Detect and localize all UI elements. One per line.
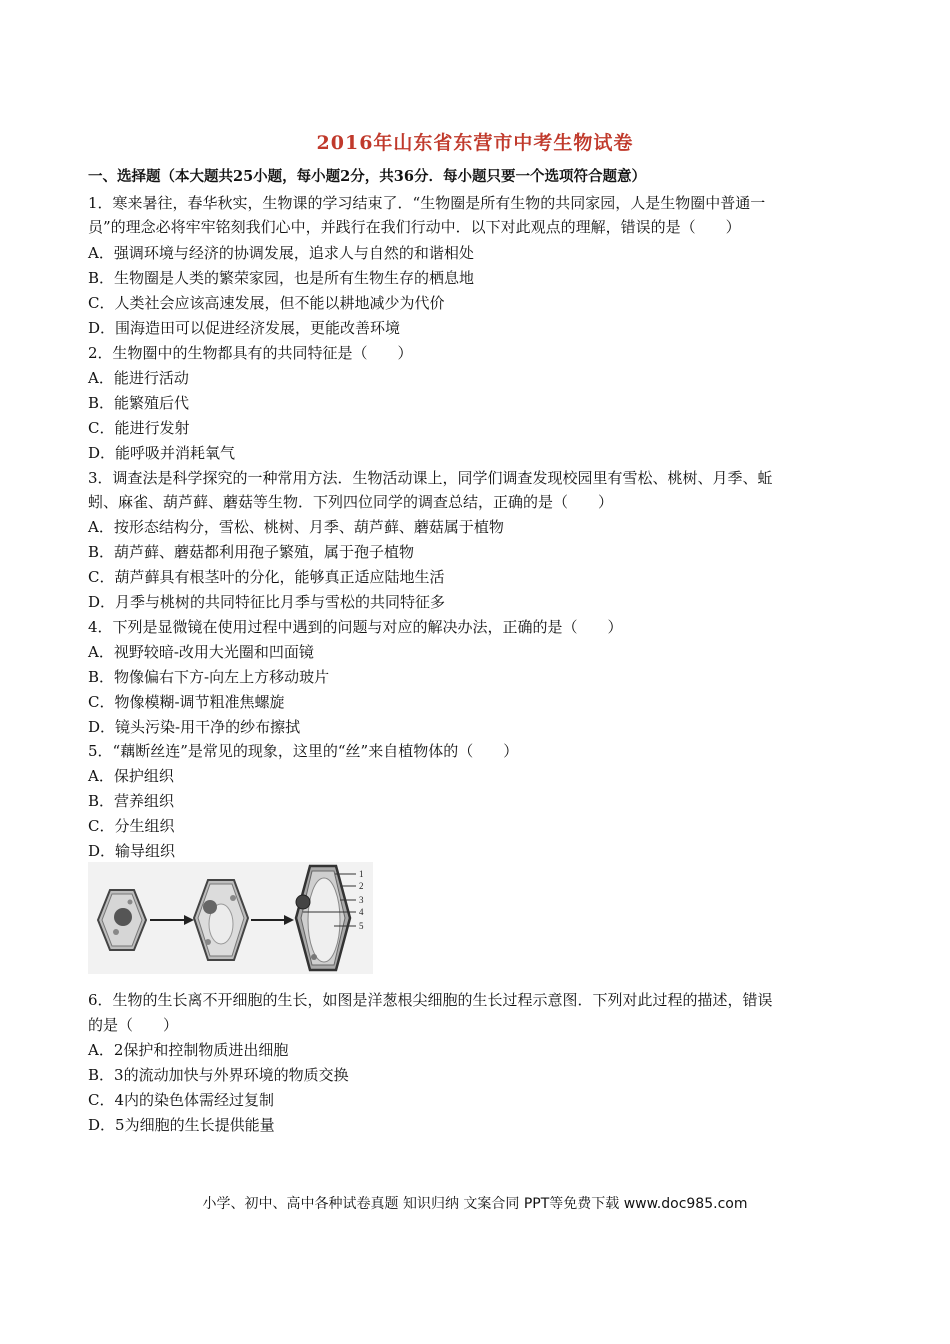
q2-option-a: A．能进行活动 [88, 369, 189, 387]
q2-stem: 2．生物圈中的生物都具有的共同特征是（ ） [88, 344, 413, 362]
q5-option-a: A．保护组织 [88, 767, 174, 785]
q6-option-b: B．3的流动加快与外界环境的物质交换 [88, 1066, 349, 1084]
q6-stem-line1: 6．生物的生长离不开细胞的生长，如图是洋葱根尖细胞的生长过程示意图．下列对此过程的描述，错误 [88, 991, 773, 1009]
section-heading: 一、选择题（本大题共25小题，每小题2分，共36分．每小题只要一个选项符合题意） [88, 168, 646, 185]
q5-option-c: C．分生组织 [88, 817, 175, 835]
large-cell-vacuole [308, 878, 340, 962]
q4-option-d: D．镜头污染-用干净的纱布擦拭 [88, 718, 301, 736]
q2-option-b: B．能繁殖后代 [88, 394, 190, 412]
q3-stem-line2: 蚓、麻雀、葫芦藓、蘑菇等生物．下列四位同学的调查总结，正确的是（ ） [88, 493, 614, 511]
q4-option-a: A．视野较暗-改用大光圈和凹面镜 [88, 643, 314, 661]
figure-label-5: 5 [359, 921, 364, 931]
q1-option-c: C．人类社会应该高速发展，但不能以耕地减少为代价 [88, 294, 445, 312]
q1-option-b: B．生物圈是人类的繁荣家园，也是所有生物生存的栖息地 [88, 269, 475, 287]
q6-stem-line2: 的是（ ） [88, 1016, 179, 1034]
q1-option-d: D．围海造田可以促进经济发展，更能改善环境 [88, 319, 401, 337]
q3-option-a: A．按形态结构分，雪松、桃树、月季、葫芦藓、蘑菇属于植物 [88, 518, 504, 536]
figure-label-3: 3 [359, 895, 364, 905]
q3-option-d: D．月季与桃树的共同特征比月季与雪松的共同特征多 [88, 593, 446, 611]
figure-label-2: 2 [359, 881, 364, 891]
footer-note: 小学、初中、高中各种试卷真题 知识归纳 文案合同 PPT等免费下载 www.doc985.com [202, 1196, 748, 1212]
small-cell-nucleus [114, 908, 132, 926]
q4-stem: 4．下列是显微镜在使用过程中遇到的问题与对应的解决办法，正确的是（ ） [88, 618, 623, 636]
figure-label-1: 1 [359, 869, 364, 879]
cell-growth-figure [88, 862, 373, 974]
q1-stem-line2: 员”的理念必将牢牢铭刻我们心中，并践行在我们行动中．以下对此观点的理解，错误的是（ ） [88, 218, 741, 236]
q1-option-a: A．强调环境与经济的协调发展，追求人与自然的和谐相处 [88, 244, 474, 262]
q5-option-d: D．输导组织 [88, 842, 176, 860]
q6-option-c: C．4内的染色体需经过复制 [88, 1091, 275, 1109]
figure-label-4: 4 [359, 907, 364, 917]
q5-stem: 5．“藕断丝连”是常见的现象，这里的“丝”来自植物体的（ ） [88, 742, 519, 760]
page-title: 2016年山东省东营市中考生物试卷 [316, 132, 634, 154]
q4-option-c: C．物像模糊-调节粗准焦螺旋 [88, 693, 285, 711]
q5-option-b: B．营养组织 [88, 792, 175, 810]
q3-option-b: B．葫芦藓、蘑菇都利用孢子繁殖，属于孢子植物 [88, 543, 415, 561]
q1-stem-line1: 1．寒来暑往，春华秋实，生物课的学习结束了．“生物圈是所有生物的共同家园，人是生物圈中普通一 [88, 194, 766, 212]
q4-option-b: B．物像偏右下方-向左上方移动玻片 [88, 668, 330, 686]
q3-stem-line1: 3．调查法是科学探究的一种常用方法．生物活动课上，同学们调查发现校园里有雪松、桃树、月季、蚯 [88, 469, 773, 487]
q6-option-d: D．5为细胞的生长提供能量 [88, 1116, 275, 1134]
large-cell-nucleus [296, 895, 310, 909]
medium-cell-nucleus [203, 900, 217, 914]
q3-option-c: C．葫芦藓具有根茎叶的分化，能够真正适应陆地生活 [88, 568, 445, 586]
q6-option-a: A．2保护和控制物质进出细胞 [88, 1041, 289, 1059]
q2-option-c: C．能进行发射 [88, 419, 190, 437]
q2-option-d: D．能呼吸并消耗氧气 [88, 444, 236, 462]
